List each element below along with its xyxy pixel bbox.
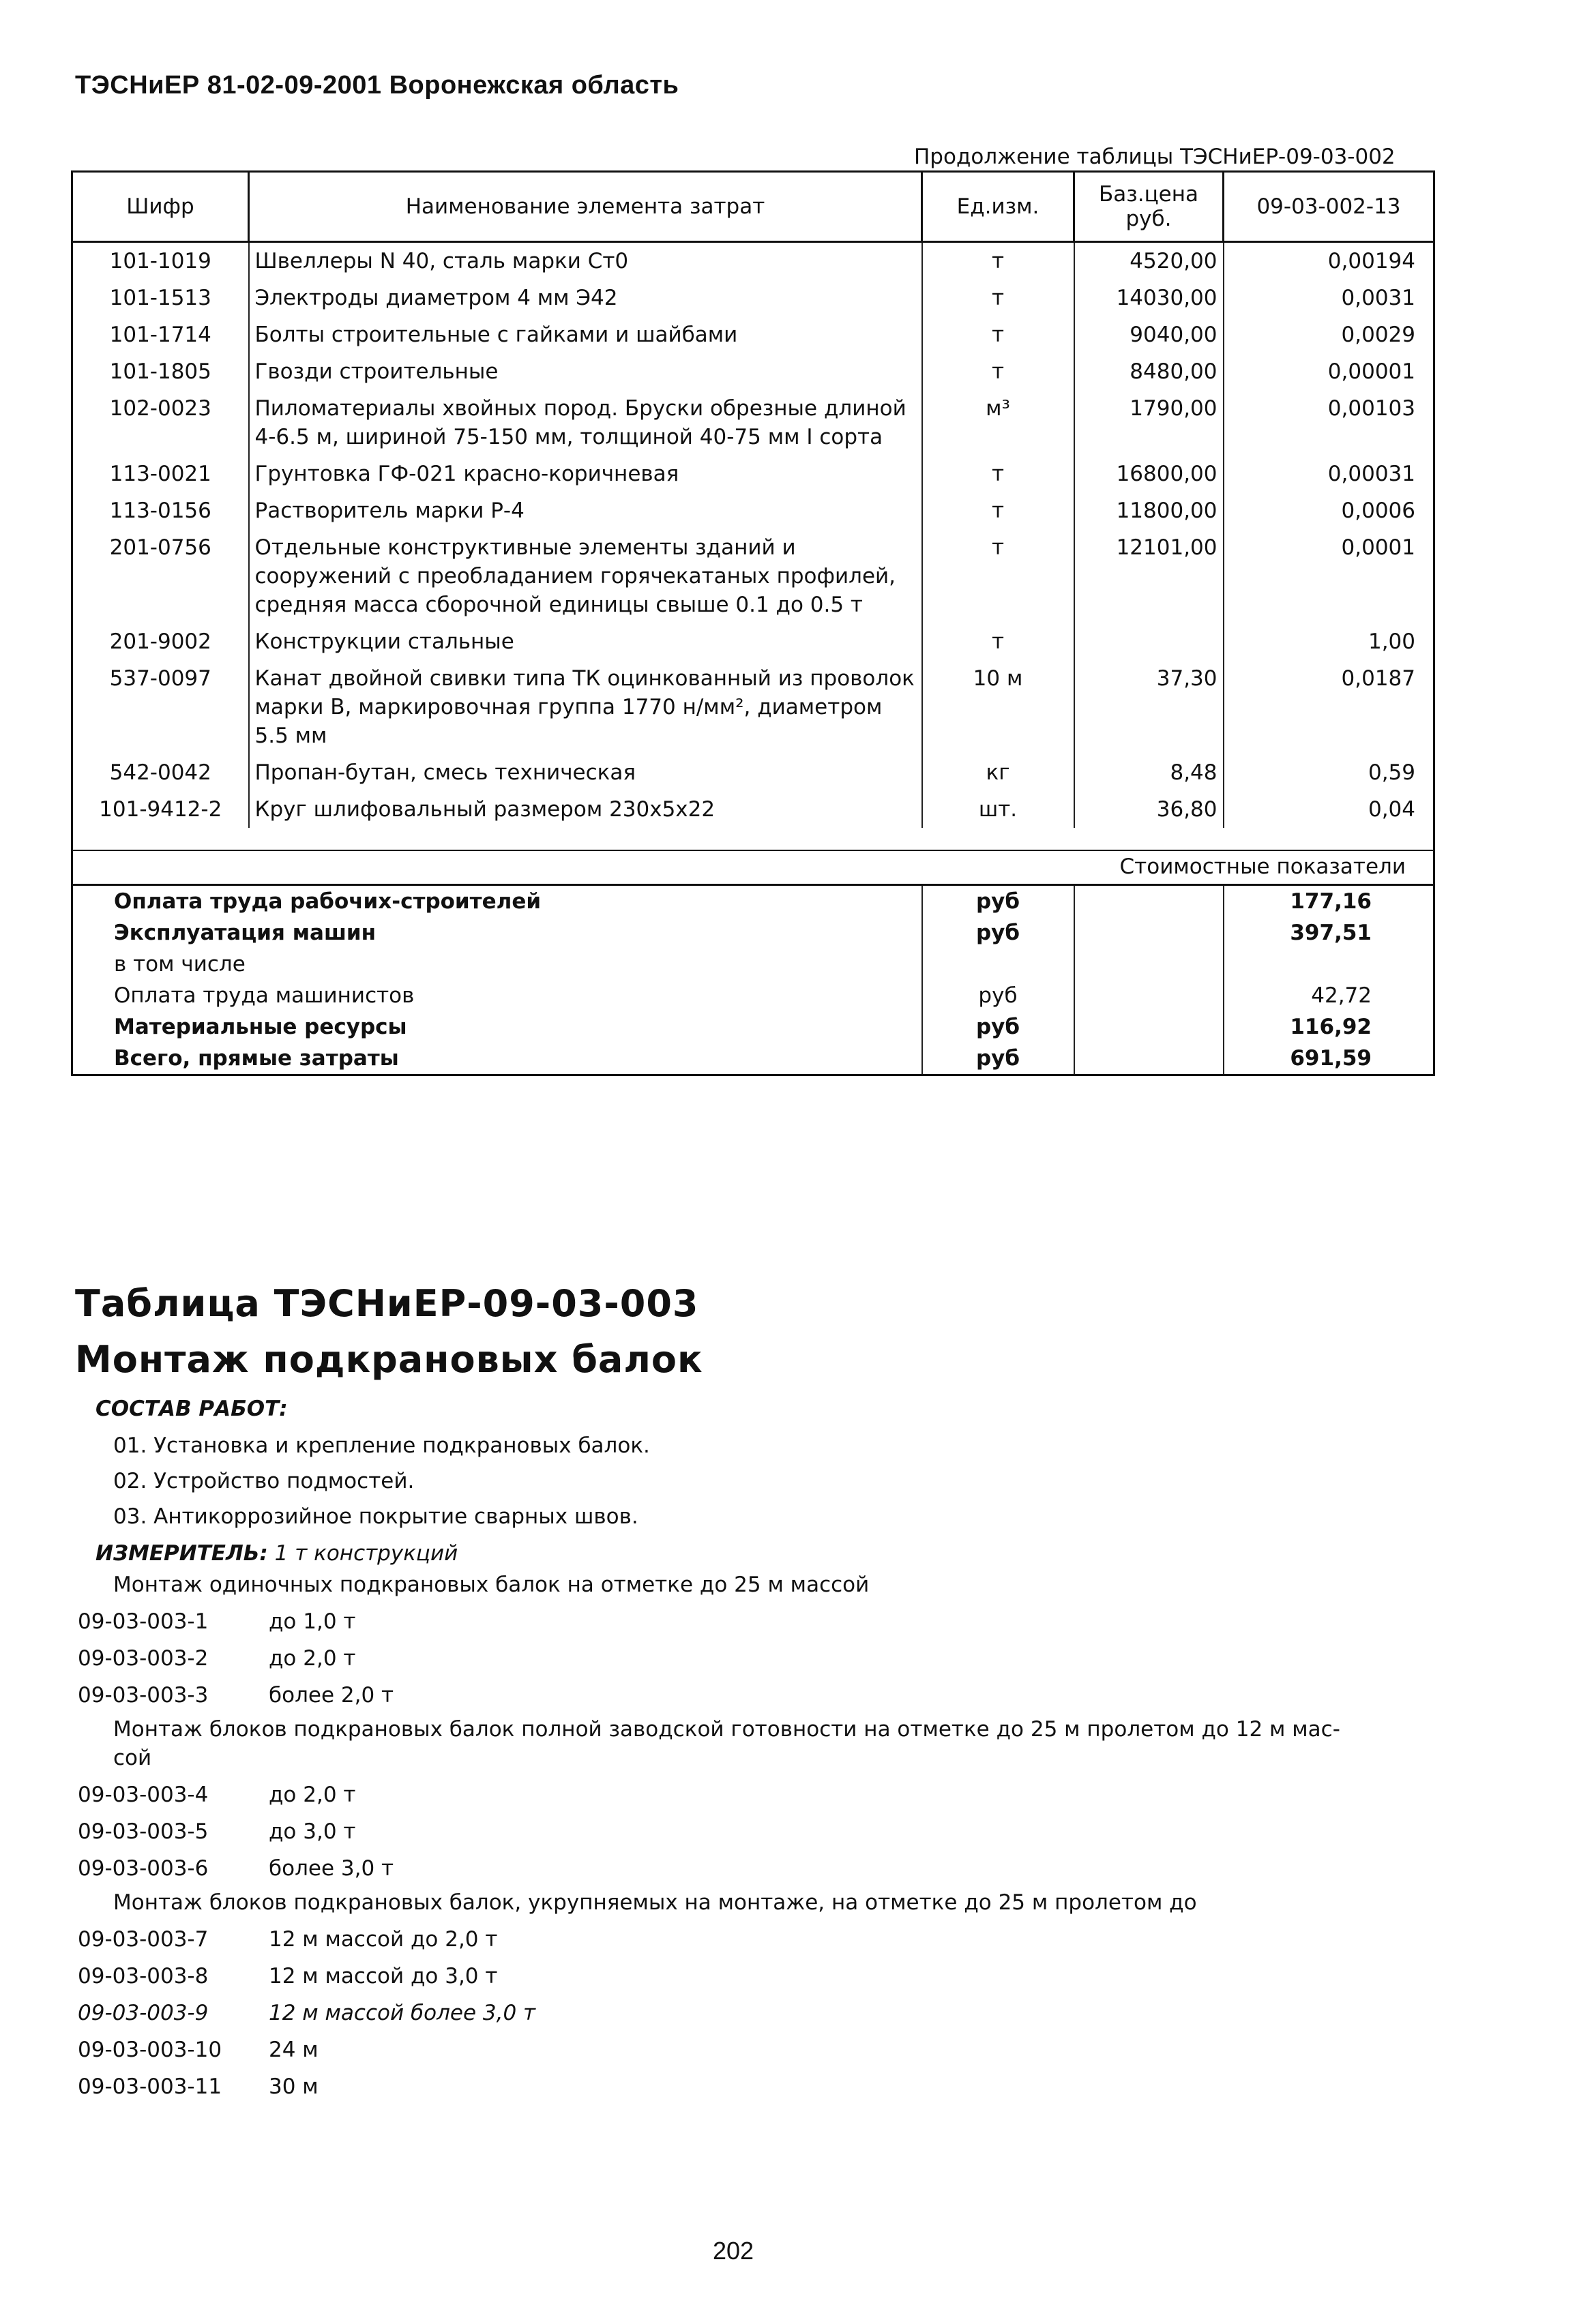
group-title: Монтаж блоков подкрановых балок полной заводской готовности на отметке до 25 м пролетом до 12 м мас-: [113, 1717, 1340, 1742]
resource-code: 113-0021: [72, 456, 249, 492]
rate-line: [78, 2038, 319, 2062]
rate-code: 09-03-003-7: [78, 1927, 209, 1952]
resource-name: Канат двойной свивки типа ТК оцинкованный из проволок марки В, маркировочная группа 1770 н/мм², диаметром 5.5 мм: [249, 660, 922, 754]
rate-line: [78, 1783, 355, 1807]
resource-unit: кг: [922, 754, 1074, 791]
rate-desc: до 2,0 т: [269, 1783, 356, 1807]
resource-quantity: 0,0031: [1224, 280, 1434, 316]
rate-code: 09-03-003-6: [78, 1856, 209, 1881]
resource-quantity: 0,59: [1224, 754, 1434, 791]
page-number: 202: [713, 2237, 754, 2265]
work-item: 02. Устройство подмостей.: [113, 1469, 415, 1493]
resource-unit: т: [922, 492, 1074, 529]
summary-price-cell: [1074, 949, 1224, 980]
rate-line: [78, 1819, 355, 1844]
table-row: [72, 492, 1434, 529]
rate-desc: более 2,0 т: [269, 1683, 394, 1708]
group-title: Монтаж одиночных подкрановых балок на отметке до 25 м массой: [113, 1573, 870, 1597]
resource-price: 11800,00: [1074, 492, 1224, 529]
rate-desc: до 3,0 т: [269, 1819, 356, 1844]
resource-price: 1790,00: [1074, 390, 1224, 456]
group-title-continuation: сой: [113, 1746, 152, 1770]
summary-label: Оплата труда рабочих-строителей: [72, 885, 922, 918]
summary-value: 691,59: [1224, 1043, 1434, 1075]
summary-header-row: [72, 850, 1434, 885]
summary-label: Материальные ресурсы: [72, 1011, 922, 1043]
rate-code: 09-03-003-8: [78, 1964, 209, 1988]
rate-code: 09-03-003-11: [78, 2074, 222, 2099]
resource-unit: т: [922, 623, 1074, 660]
summary-price-cell: [1074, 917, 1224, 949]
summary-label: Эксплуатация машин: [72, 917, 922, 949]
work-item: 03. Антикоррозийное покрытие сварных швов.: [113, 1504, 638, 1529]
resource-quantity: 0,00103: [1224, 390, 1434, 456]
resource-table: [71, 170, 1435, 1076]
resource-price: 4520,00: [1074, 242, 1224, 280]
resource-code: 102-0023: [72, 390, 249, 456]
summary-unit: руб: [922, 980, 1074, 1011]
table-row: [72, 316, 1434, 353]
resource-unit: м³: [922, 390, 1074, 456]
meter-value: 1 т конструкций: [274, 1541, 458, 1566]
summary-row: [72, 885, 1434, 918]
resource-price: 8,48: [1074, 754, 1224, 791]
resource-code: 201-9002: [72, 623, 249, 660]
resource-name: Швеллеры N 40, сталь марки Ст0: [249, 242, 922, 280]
resource-price: 9040,00: [1074, 316, 1224, 353]
rate-line: [78, 1646, 355, 1671]
summary-label: Всего, прямые затраты: [72, 1043, 922, 1075]
resource-name: Болты строительные с гайками и шайбами: [249, 316, 922, 353]
rate-code: 09-03-003-9: [78, 2001, 209, 2025]
table-row: [72, 529, 1434, 623]
table-row: [72, 623, 1434, 660]
summary-price-cell: [1074, 885, 1224, 918]
resource-quantity: 0,04: [1224, 791, 1434, 828]
meter-label: ИЗМЕРИТЕЛЬ:: [95, 1541, 268, 1566]
summary-row: [72, 1011, 1434, 1043]
resource-code: 113-0156: [72, 492, 249, 529]
table-row: [72, 242, 1434, 280]
rate-line: [78, 1683, 394, 1708]
resource-name: Электроды диаметром 4 мм Э42: [249, 280, 922, 316]
resource-code: 101-9412-2: [72, 791, 249, 828]
rate-code: 09-03-003-5: [78, 1819, 209, 1844]
header-rate-code: 09-03-002-13: [1224, 172, 1434, 242]
rate-line: [78, 1856, 394, 1881]
rate-desc: до 2,0 т: [269, 1646, 356, 1671]
resource-code: 201-0756: [72, 529, 249, 623]
summary-unit: руб: [922, 885, 1074, 918]
resource-name: Отдельные конструктивные элементы зданий и сооружений с преобладанием горячекатаных профилей, средняя масса сборочной единицы свыше 0.1 до 0.5 т: [249, 529, 922, 623]
table-row: [72, 456, 1434, 492]
rate-line: [78, 1609, 355, 1634]
resource-quantity: 0,0029: [1224, 316, 1434, 353]
work-item: 01. Установка и крепление подкрановых балок.: [113, 1433, 650, 1458]
rate-desc: более 3,0 т: [269, 1856, 394, 1881]
resource-code: 101-1805: [72, 353, 249, 390]
resource-quantity: 0,00031: [1224, 456, 1434, 492]
resource-unit: т: [922, 242, 1074, 280]
resource-quantity: 0,00194: [1224, 242, 1434, 280]
meter-line: [95, 1541, 458, 1566]
header-code: Шифр: [72, 172, 249, 242]
table-row: [72, 280, 1434, 316]
resource-price: 14030,00: [1074, 280, 1224, 316]
summary-value: 397,51: [1224, 917, 1434, 949]
section-title: Таблица ТЭСНиЕР-09-03-003: [75, 1282, 699, 1325]
rate-code: 09-03-003-4: [78, 1783, 209, 1807]
resource-quantity: 0,0006: [1224, 492, 1434, 529]
rate-code: 09-03-003-1: [78, 1609, 209, 1634]
summary-label: Оплата труда машинистов: [72, 980, 922, 1011]
table-row: [72, 660, 1434, 754]
resource-name: Пиломатериалы хвойных пород. Бруски обрезные длиной 4-6.5 м, шириной 75-150 мм, толщиной 40-75 мм I сорта: [249, 390, 922, 456]
resource-unit: т: [922, 353, 1074, 390]
summary-value: [1224, 949, 1434, 980]
resource-unit: 10 м: [922, 660, 1074, 754]
summary-row: [72, 1043, 1434, 1075]
summary-label: в том числе: [72, 949, 922, 980]
resource-price: 16800,00: [1074, 456, 1224, 492]
header-price: Баз.цена руб.: [1074, 172, 1224, 242]
summary-unit: руб: [922, 1011, 1074, 1043]
resource-price: 8480,00: [1074, 353, 1224, 390]
resource-name: Пропан-бутан, смесь техническая: [249, 754, 922, 791]
summary-header: Стоимостные показатели: [72, 850, 1434, 885]
rate-desc: 24 м: [269, 2038, 319, 2062]
rate-line: [78, 1927, 497, 1952]
header-name: Наименование элемента затрат: [249, 172, 922, 242]
resource-quantity: 0,0001: [1224, 529, 1434, 623]
table-row: [72, 390, 1434, 456]
rate-desc: 12 м массой более 3,0 т: [269, 2001, 536, 2025]
resource-code: 101-1714: [72, 316, 249, 353]
table-row: [72, 791, 1434, 828]
resource-code: 542-0042: [72, 754, 249, 791]
summary-price-cell: [1074, 980, 1224, 1011]
table-row: [72, 353, 1434, 390]
summary-unit: руб: [922, 1043, 1074, 1075]
resource-code: 537-0097: [72, 660, 249, 754]
resource-price: 12101,00: [1074, 529, 1224, 623]
rate-desc: до 1,0 т: [269, 1609, 356, 1634]
table-header-row: [72, 172, 1434, 242]
resource-unit: т: [922, 456, 1074, 492]
resource-name: Круг шлифовальный размером 230x5x22: [249, 791, 922, 828]
rate-desc: 12 м массой до 2,0 т: [269, 1927, 498, 1952]
summary-value: 116,92: [1224, 1011, 1434, 1043]
rate-code: 09-03-003-10: [78, 2038, 222, 2062]
resource-unit: т: [922, 316, 1074, 353]
summary-price-cell: [1074, 1043, 1224, 1075]
summary-row: [72, 917, 1434, 949]
summary-row: [72, 949, 1434, 980]
section-subtitle: Монтаж подкрановых балок: [75, 1338, 703, 1381]
resource-price: [1074, 623, 1224, 660]
rate-line: [78, 2074, 319, 2099]
resource-price: 37,30: [1074, 660, 1224, 754]
resource-quantity: 1,00: [1224, 623, 1434, 660]
rate-line: [78, 1964, 497, 1988]
resource-code: 101-1513: [72, 280, 249, 316]
resource-name: Конструкции стальные: [249, 623, 922, 660]
summary-value: 177,16: [1224, 885, 1434, 918]
header-unit: Ед.изм.: [922, 172, 1074, 242]
summary-rows: [72, 828, 1434, 1075]
resource-unit: т: [922, 529, 1074, 623]
resource-unit: т: [922, 280, 1074, 316]
summary-unit: [922, 949, 1074, 980]
summary-price-cell: [1074, 1011, 1224, 1043]
resource-unit: шт.: [922, 791, 1074, 828]
rate-line: [78, 2001, 535, 2025]
work-composition-header: СОСТАВ РАБОТ:: [95, 1397, 288, 1421]
resource-quantity: 0,00001: [1224, 353, 1434, 390]
rate-code: 09-03-003-3: [78, 1683, 209, 1708]
summary-value: 42,72: [1224, 980, 1434, 1011]
table-row: [72, 754, 1434, 791]
resource-rows: [72, 242, 1434, 829]
resource-name: Растворитель марки Р-4: [249, 492, 922, 529]
running-header: ТЭСНиЕР 81-02-09-2001 Воронежская область: [75, 71, 679, 100]
summary-unit: руб: [922, 917, 1074, 949]
rate-desc: 30 м: [269, 2074, 319, 2099]
resource-price: 36,80: [1074, 791, 1224, 828]
summary-row: [72, 980, 1434, 1011]
resource-code: 101-1019: [72, 242, 249, 280]
group-title: Монтаж блоков подкрановых балок, укрупняемых на монтаже, на отметке до 25 м пролетом до: [113, 1890, 1197, 1915]
resource-quantity: 0,0187: [1224, 660, 1434, 754]
table-continuation-note: Продолжение таблицы ТЭСНиЕР-09-03-002: [914, 145, 1396, 169]
rate-desc: 12 м массой до 3,0 т: [269, 1964, 498, 1988]
resource-name: Грунтовка ГФ-021 красно-коричневая: [249, 456, 922, 492]
resource-name: Гвозди строительные: [249, 353, 922, 390]
rate-code: 09-03-003-2: [78, 1646, 209, 1671]
